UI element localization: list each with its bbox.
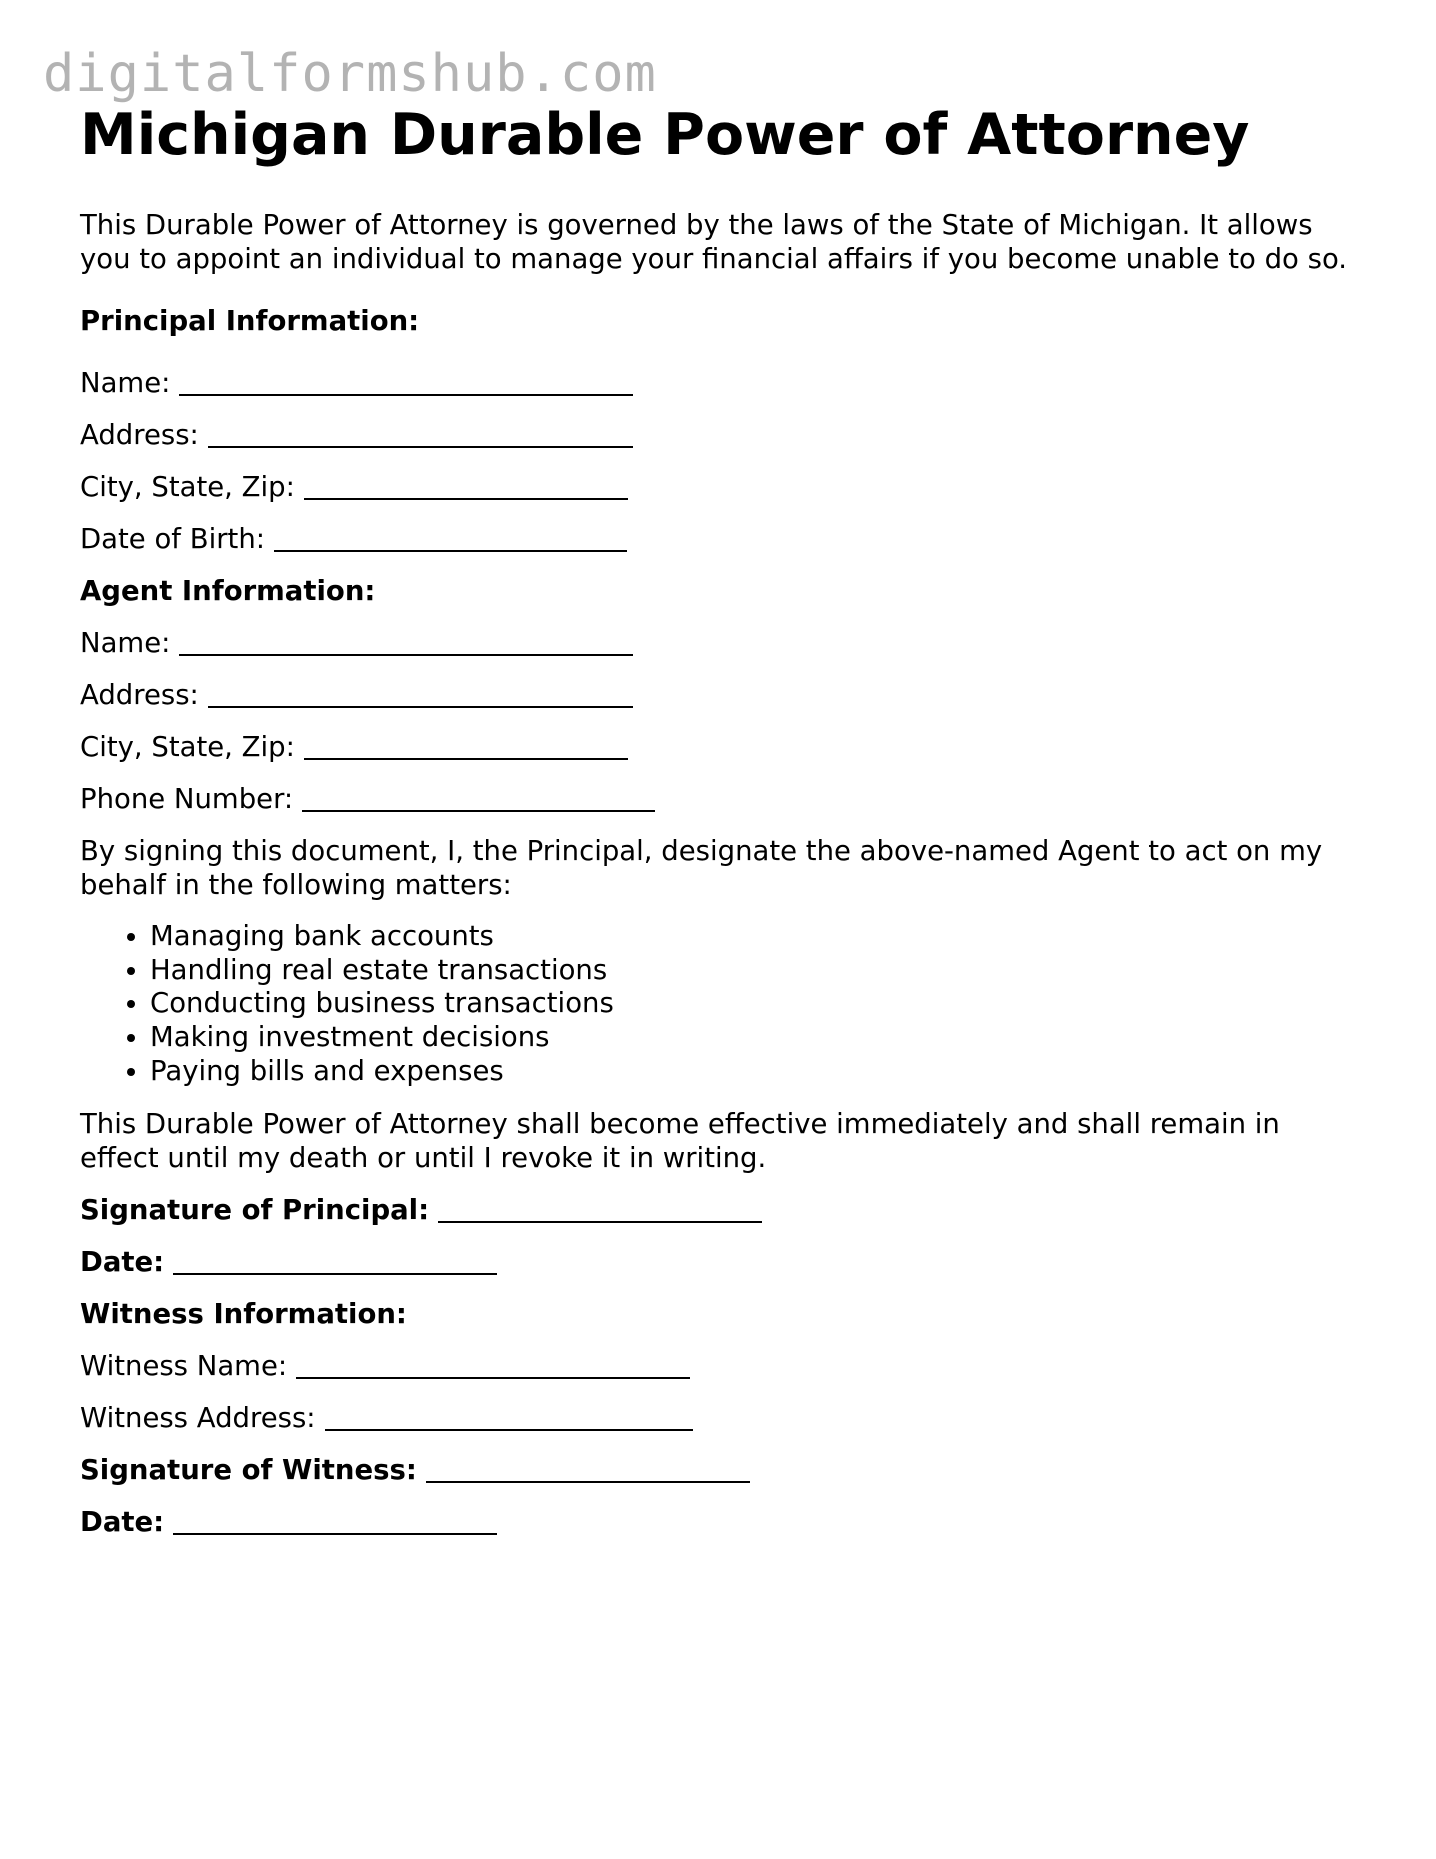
principal-date-field[interactable] [173,1272,497,1275]
agent-phone-label: Phone Number: [80,783,294,815]
principal-signature-field[interactable] [438,1220,762,1223]
agent-city-row [80,730,1360,764]
document-title: Michigan Durable Power of Attorney [80,102,1250,168]
agent-address-field[interactable] [208,705,633,708]
witness-name-row [80,1349,1360,1383]
principal-dob-field[interactable] [274,549,627,552]
site-watermark: digitalformshub.com [43,44,657,104]
agent-name-label: Name: [80,627,171,659]
witness-date-row [80,1505,1360,1539]
principal-name-field[interactable] [179,393,633,396]
principal-name-label: Name: [80,367,171,399]
agent-phone-field[interactable] [302,809,655,812]
witness-address-field[interactable] [325,1428,693,1431]
principal-city-row [80,470,1360,504]
principal-signature-label: Signature of Principal: [80,1193,430,1226]
principal-name-row [80,366,1360,400]
principal-city-label: City, State, Zip: [80,471,295,503]
agent-name-row [80,626,1360,660]
witness-signature-field[interactable] [426,1480,750,1483]
witness-heading: Witness Information: [80,1297,407,1330]
witness-signature-row [80,1453,1360,1487]
witness-address-row [80,1401,1360,1435]
agent-address-label: Address: [80,679,199,711]
witness-signature-label: Signature of Witness: [80,1453,417,1486]
principal-heading: Principal Information: [80,305,420,337]
list-item: • Conducting business transactions [150,987,1360,1021]
witness-name-field[interactable] [296,1376,690,1379]
designation-paragraph: By signing this document, I, the Principal, designate the above-named Agent to act on my behalf in the following matters: [80,835,1323,901]
effective-paragraph: This Durable Power of Attorney shall become effective immediately and shall remain in effect until my death or until I revoke it in writing. [80,1107,1280,1174]
document-body [80,100,1360,1539]
list-item: • Making investment decisions [150,1021,1360,1055]
intro-paragraph: This Durable Power of Attorney is governed by the laws of the State of Michigan. It allows you to appoint an individual to manage your financial affairs if you become unable to do so. [80,209,1348,275]
principal-address-label: Address: [80,419,199,451]
witness-date-field[interactable] [173,1532,497,1535]
principal-date-label: Date: [80,1245,165,1278]
witness-address-label: Witness Address: [80,1401,316,1434]
principal-city-field[interactable] [304,497,628,500]
matters-list [80,920,1360,1089]
principal-address-row [80,418,1360,452]
witness-date-label: Date: [80,1505,165,1538]
agent-city-field[interactable] [304,757,628,760]
list-item: • Paying bills and expenses [150,1055,1360,1089]
principal-address-field[interactable] [208,445,633,448]
agent-heading: Agent Information: [80,575,376,607]
principal-dob-label: Date of Birth: [80,523,266,555]
agent-name-field[interactable] [179,653,633,656]
principal-date-row [80,1245,1360,1279]
list-item: • Managing bank accounts [150,920,1360,954]
agent-city-label: City, State, Zip: [80,731,295,763]
principal-dob-row [80,522,1360,556]
principal-signature-row [80,1193,1360,1227]
witness-name-label: Witness Name: [80,1349,288,1382]
agent-phone-row [80,782,1360,816]
agent-address-row [80,678,1360,712]
list-item: • Handling real estate transactions [150,954,1360,988]
